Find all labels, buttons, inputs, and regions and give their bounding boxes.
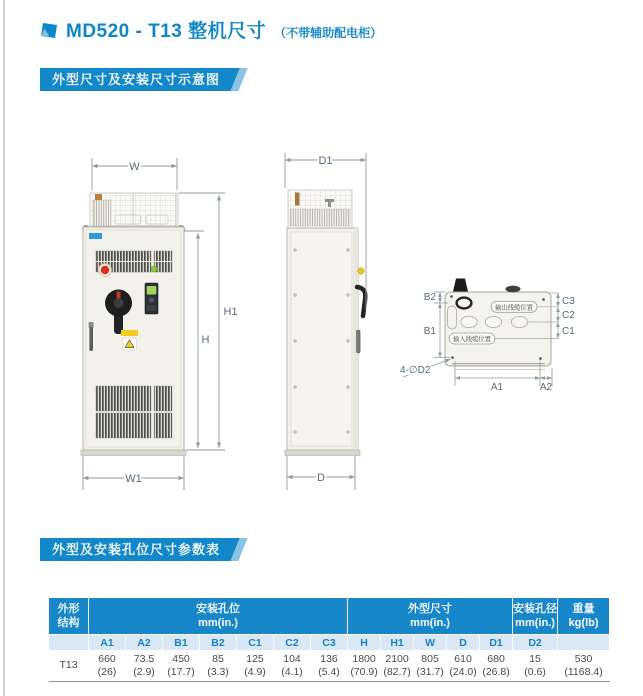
dim-label-w: W [129,161,140,173]
spec-table [48,597,610,682]
subheader-blank [49,635,89,651]
banner-tail-dark [218,68,239,91]
cell-w: 805 (31.7) [414,651,447,682]
cable-hole-1 [461,316,477,327]
banner-tail-dark [218,538,239,561]
dim-label-h: H [201,334,210,346]
cell-weight: 530 (1168.4) [558,651,610,682]
cable-hole-3 [511,316,527,327]
subheader-c3: C3 [311,635,348,651]
dim-label-c3: C3 [562,296,575,307]
top-view-drawing [445,279,558,370]
page-title: MD520 - T13 整机尺寸 [66,21,267,42]
cell-h: 1800 (70.9) [348,651,381,682]
dim-label-4d2: 4-∅D2 [400,365,431,376]
top-component [506,286,521,293]
dim-label-h1: H1 [223,306,238,318]
subheader-c1: C1 [237,635,274,651]
dim-label-d: D [317,472,325,484]
subheader-h: H [348,635,381,651]
cell-b1: 450 (17.7) [163,651,200,682]
dim-label-a1: A1 [490,382,504,393]
cell-a1: 660 (26) [89,651,126,682]
cell-model: T13 [49,651,89,682]
section-banner-diagram-label: 外型尺寸及安装尺寸示意图 [52,72,221,87]
subheader-d2: D2 [513,635,558,651]
copper-busbar [95,194,102,200]
subheader-weight-blank [558,635,610,651]
dim-label-a2: A2 [539,382,553,393]
page-header [40,16,382,43]
door-handle [89,327,93,351]
output-cable-label: 输出线缆位置 [495,304,533,312]
power-indicator-light [151,266,157,272]
gland-ring [457,298,472,309]
section-banner-diagram [40,68,230,91]
header-group-hole-diameter: 安装孔径 mm(in.) [513,598,558,635]
subheader-d: D [447,635,480,651]
dimension-drawings [0,108,643,538]
header-group-mounting-holes: 安装孔位 mm(in.) [89,598,348,635]
dim-label-b2: B2 [423,292,436,303]
dim-label-c1: C1 [562,326,575,337]
side-yellow-button [358,268,364,274]
subheader-a2: A2 [126,635,163,651]
header-structure: 外形 结构 [49,598,89,635]
section-banner-table-label: 外型及安装孔位尺寸参数表 [52,542,221,557]
warning-label [121,330,138,336]
section-banner-table [40,538,230,561]
subheader-d1: D1 [480,635,513,651]
subheader-h1: H1 [381,635,414,651]
cage-filter-unit [93,200,111,226]
title-marker-icon [40,22,58,44]
cell-h1: 2100 (82.7) [381,651,414,682]
subheader-a1: A1 [89,635,126,651]
dim-label-b1: B1 [423,326,436,337]
cell-d2: 15 (0.6) [513,651,558,682]
cell-a2: 73.5 (2.9) [126,651,163,682]
cell-c2: 104 (4.1) [274,651,311,682]
side-view-drawing [285,190,365,456]
subheader-c2: C2 [274,635,311,651]
subheader-b2: B2 [200,635,237,651]
table-row-t13 [49,651,610,682]
subheader-b1: B1 [163,635,200,651]
cell-d1: 680 (26.8) [480,651,513,682]
dim-label-c2: C2 [562,310,575,321]
cell-d: 610 (24.0) [447,651,480,682]
page-subtitle: （不带辅助配电柜） [274,26,383,40]
cell-b2: 85 (3.3) [200,651,237,682]
emergency-stop-button [101,266,109,274]
header-group-outline-dims: 外型尺寸 mm(in.) [348,598,513,635]
handle-top-view [453,279,468,292]
header-group-weight: 重量 kg(lb) [558,598,610,635]
bottom-vent-grille [96,386,151,411]
cell-c1: 125 (4.9) [237,651,274,682]
spec-table-wrap [48,597,610,682]
copper-terminal [295,193,300,206]
dim-label-d1: D1 [318,155,333,167]
front-view-drawing [81,193,186,456]
subheader-w: W [414,635,447,651]
input-cable-label: 输入线缆位置 [453,336,491,343]
brand-label [89,233,102,239]
cable-hole-2 [485,316,501,327]
cell-c3: 136 (5.4) [311,651,348,682]
dim-label-w1: W1 [125,473,142,485]
